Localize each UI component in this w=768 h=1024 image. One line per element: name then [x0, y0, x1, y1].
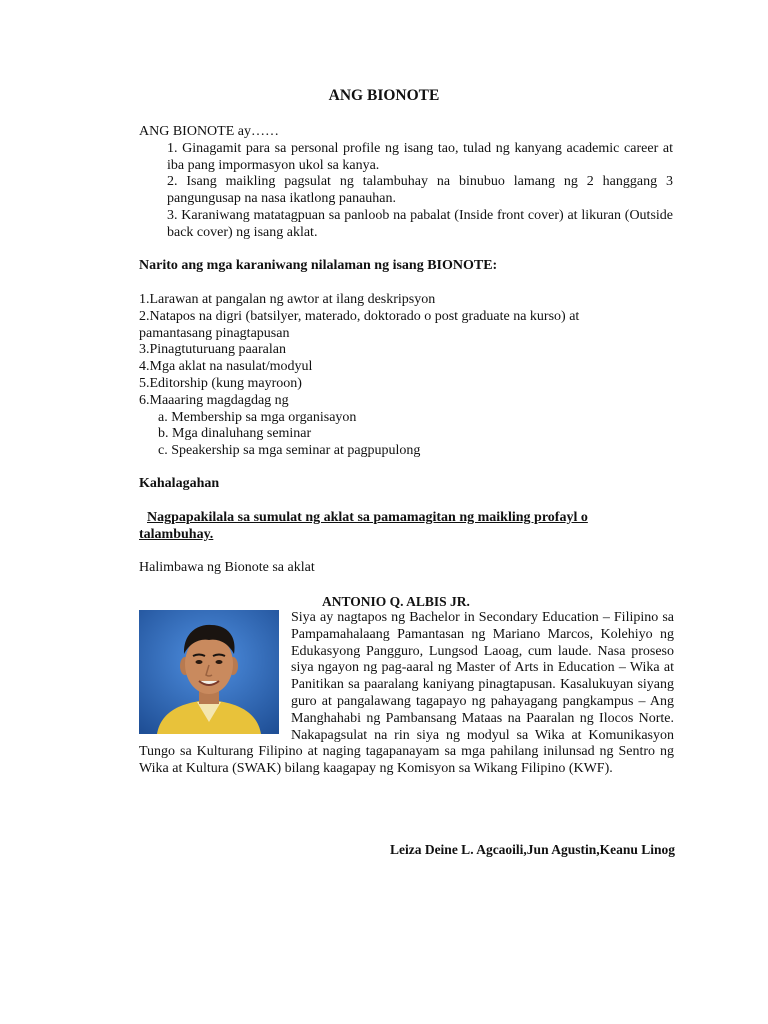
- contents-item: 2.Natapos na digri (batsilyer, materado, doktorado o post graduate na kurso) at pamantasang pinagtapusan: [139, 308, 580, 341]
- intro-item: 3. Karaniwang matatagpuan sa panloob na pabalat (Inside front cover) at likuran (Outside back cover) ng isang aklat.: [167, 207, 673, 240]
- contents-subitem: c. Speakership sa mga seminar at pagpupulong: [158, 443, 421, 459]
- contents-item: 6.Maaaring magdagdag ng: [139, 392, 289, 408]
- contents-heading: Narito ang mga karaniwang nilalaman ng isang BIONOTE:: [139, 258, 498, 273]
- bio-author-name: ANTONIO Q. ALBIS JR.: [322, 594, 470, 609]
- contents-list: [139, 292, 639, 460]
- intro-section: [139, 124, 673, 242]
- intro-list: [139, 141, 673, 242]
- contents-subitem: b. Mga dinaluhang seminar: [158, 426, 312, 442]
- contents-item: 5.Editorship (kung mayroon): [139, 375, 302, 391]
- bio-text: Siya ay nagtapos ng Bachelor in Secondary Education – Filipino sa Pampamahalaang Pamantasan ng Mariano Marcos, Kolehiyo ng Edukasyong Pangguro, Lungsod Laoag, cum laude. Nasa proseso siya ngayon ng pag-aaral ng Master of Arts in Education – Wika at Panitikan sa paaralang kaniyang pinagtapusan. Kasalukuyan siyang guro at pangalawang tagapayo ng pahayagang pangkampus – Ang Manghahabi ng Pambansang Mataas na Paaralan ng Ilocos Norte. Nakapagsulat na rin siya ng modyul sa Wika at Komunikasyon Tungo sa Kulturang Filipino at naging tagapanayam sa mga pahilang inilunsad ng Sentro ng Wika at Kultura (SWAK) bilang kaagapay ng Komisyon sa Wikang Filipino (KWF).: [139, 610, 674, 777]
- contents-item: 1.Larawan at pangalan ng awtor at ilang deskripsyon: [139, 292, 436, 307]
- importance-heading: Kahalagahan: [139, 476, 220, 491]
- intro-lead: ANG BIONOTE ay……: [139, 124, 279, 139]
- authors-credit: Leiza Deine L. Agcaoili,Jun Agustin,Keanu Linog: [389, 842, 675, 857]
- author-photo: [139, 610, 279, 734]
- contents-item: 4.Mga aklat na nasulat/modyul: [139, 359, 313, 375]
- contents-subitem: a. Membership sa mga organisayon: [158, 409, 357, 425]
- example-label: Halimbawa ng Bionote sa aklat: [139, 560, 315, 575]
- intro-item: 1. Ginagamit para sa personal profile ng isang tao, tulad ng kanyang academic career at iba pang impormasyon ukol sa kanya.: [167, 140, 673, 173]
- document-title: ANG BIONOTE: [328, 87, 440, 104]
- intro-item: 2. Isang maikling pagsulat ng talambuhay na binubuo lamang ng 2 hanggang 3 pangungusap na nasa ikatlong panauhan.: [167, 174, 673, 207]
- contents-item: 3.Pinagtuturuang paaralan: [139, 342, 286, 358]
- importance-text: Nagpapakilala sa sumulat ng aklat sa pamamagitan ng maikling profayl o talambuhay.: [139, 510, 588, 542]
